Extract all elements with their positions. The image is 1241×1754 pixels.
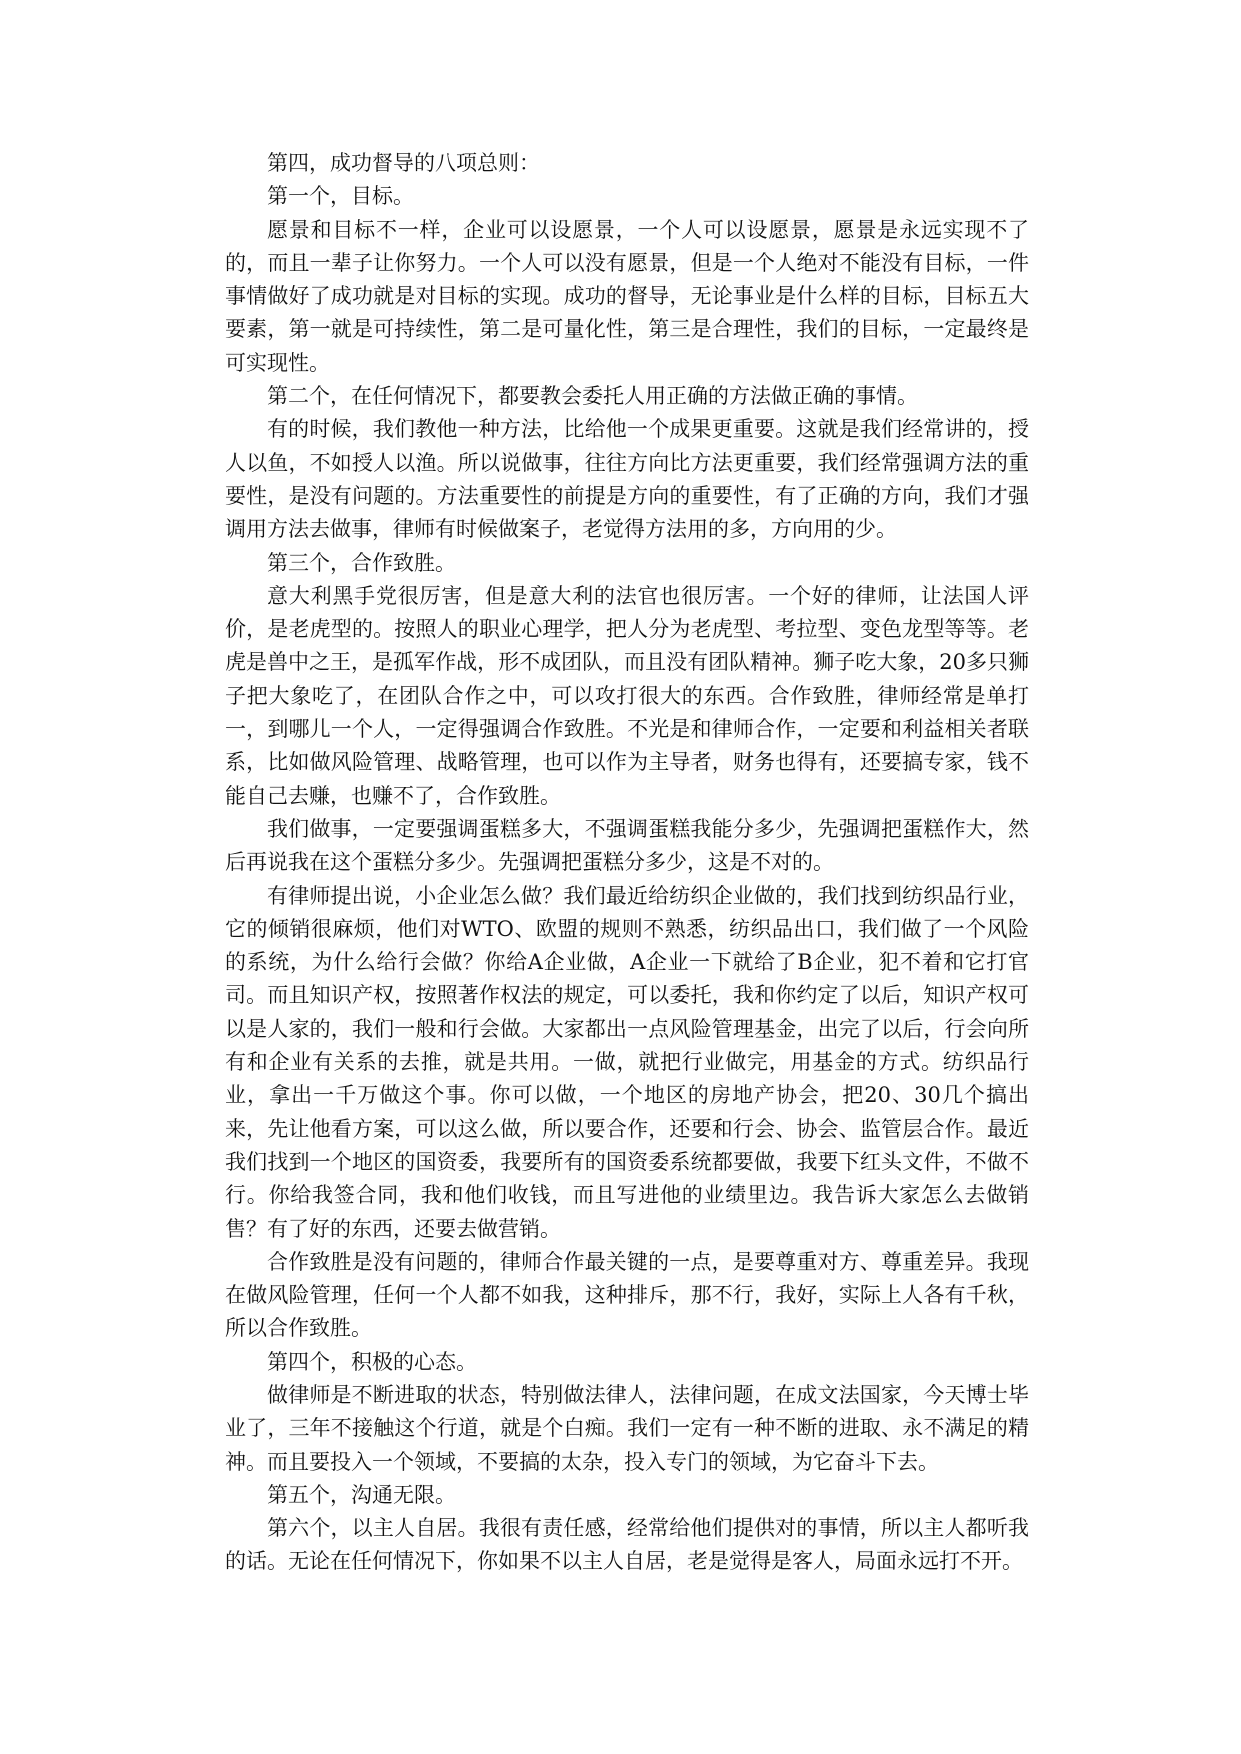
paragraph: 做律师是不断进取的状态，特别做法律人，法律问题，在成文法国家，今天博士毕业了，三年不接触这个行道，就是个白痴。我们一定有一种不断的进取、永不满足的精神。而且要投入一个领域，不要搞的太杂，投入专门的领域，为它奋斗下去。 [225, 1382, 1029, 1474]
item-heading: 第二个，在任何情况下，都要教会委托人用正确的方法做正确的事情。 [267, 384, 918, 409]
item-heading: 第一个，目标。 [267, 184, 414, 209]
paragraph: 合作致胜是没有问题的，律师合作最关键的一点，是要尊重对方、尊重差异。我现在做风险管理，任何一个人都不如我，这种排斥，那不行，我好，实际上人各有千秋，所以合作致胜。 [225, 1249, 1029, 1341]
paragraph: 意大利黑手党很厉害，但是意大利的法官也很厉害。一个好的律师，让法国人评价，是老虎型的。按照人的职业心理学，把人分为老虎型、考拉型、变色龙型等等。老虎是兽中之王，是孤军作战，形不成团队，而且没有团队精神。狮子吃大象，20多只狮子把大象吃了，在团队合作之中，可以攻打很大的东西。合作致胜，律师经常是单打一，到哪儿一个人，一定得强调合作致胜。不光是和律师合作，一定要和利益相关者联系，比如做风险管理、战略管理，也可以作为主导者，财务也得有，还要搞专家，钱不能自己去赚，也赚不了，合作致胜。 [225, 583, 1029, 808]
paragraph: 愿景和目标不一样，企业可以设愿景，一个人可以设愿景，愿景是永远实现不了的，而且一辈子让你努力。一个人可以没有愿景，但是一个人绝对不能没有目标，一件事情做好了成功就是对目标的实现。成功的督导，无论事业是什么样的目标，目标五大要素，第一就是可持续性，第二是可量化性，第三是合理性，我们的目标，一定最终是可实现性。 [225, 217, 1029, 375]
section-heading: 第四，成功督导的八项总则： [267, 151, 540, 175]
paragraph: 有律师提出说，小企业怎么做？我们最近给纺织企业做的，我们找到纺织品行业，它的倾销很麻烦，他们对WTO、欧盟的规则不熟悉，纺织品出口，我们做了一个风险的系统，为什么给行会做？你给A企业做，A企业一下就给了B企业，犯不着和它打官司。而且知识产权，按照著作权法的规定，可以委托，我和你约定了以后，知识产权可以是人家的，我们一般和行会做。大家都出一点风险管理基金，出完了以后，行会向所有和企业有关系的去推，就是共用。一做，就把行业做完，用基金的方式。纺织品行业，拿出一千万做这个事。你可以做，一个地区的房地产协会，把20、30几个搞出来，先让他看方案，可以这么做，所以要合作，还要和行会、协会、监管层合作。最近我们找到一个地区的国资委，我要所有的国资委系统都要做，我要下红头文件，不做不行。你给我签合同，我和他们收钱，而且写进他的业绩里边。我告诉大家怎么去做销售？有了好的东西，还要去做营销。 [225, 883, 1029, 1241]
item-heading: 第三个，合作致胜。 [267, 550, 456, 575]
item-heading: 第四个，积极的心态。 [267, 1349, 477, 1374]
document-body [225, 147, 1029, 1579]
paragraph: 第六个，以主人自居。我很有责任感，经常给他们提供对的事情，所以主人都听我的话。无论在任何情况下，你如果不以主人自居，老是觉得是客人，局面永远打不开。 [225, 1516, 1029, 1574]
paragraph: 我们做事，一定要强调蛋糕多大，不强调蛋糕我能分多少，先强调把蛋糕作大，然后再说我在这个蛋糕分多少。先强调把蛋糕分多少，这是不对的。 [225, 816, 1029, 875]
item-heading: 第五个，沟通无限。 [267, 1482, 456, 1507]
paragraph: 有的时候，我们教他一种方法，比给他一个成果更重要。这就是我们经常讲的，授人以鱼，不如授人以渔。所以说做事，往往方向比方法更重要，我们经常强调方法的重要性，是没有问题的。方法重要性的前提是方向的重要性，有了正确的方向，我们才强调用方法去做事，律师有时候做案子，老觉得方法用的多，方向用的少。 [225, 417, 1029, 542]
